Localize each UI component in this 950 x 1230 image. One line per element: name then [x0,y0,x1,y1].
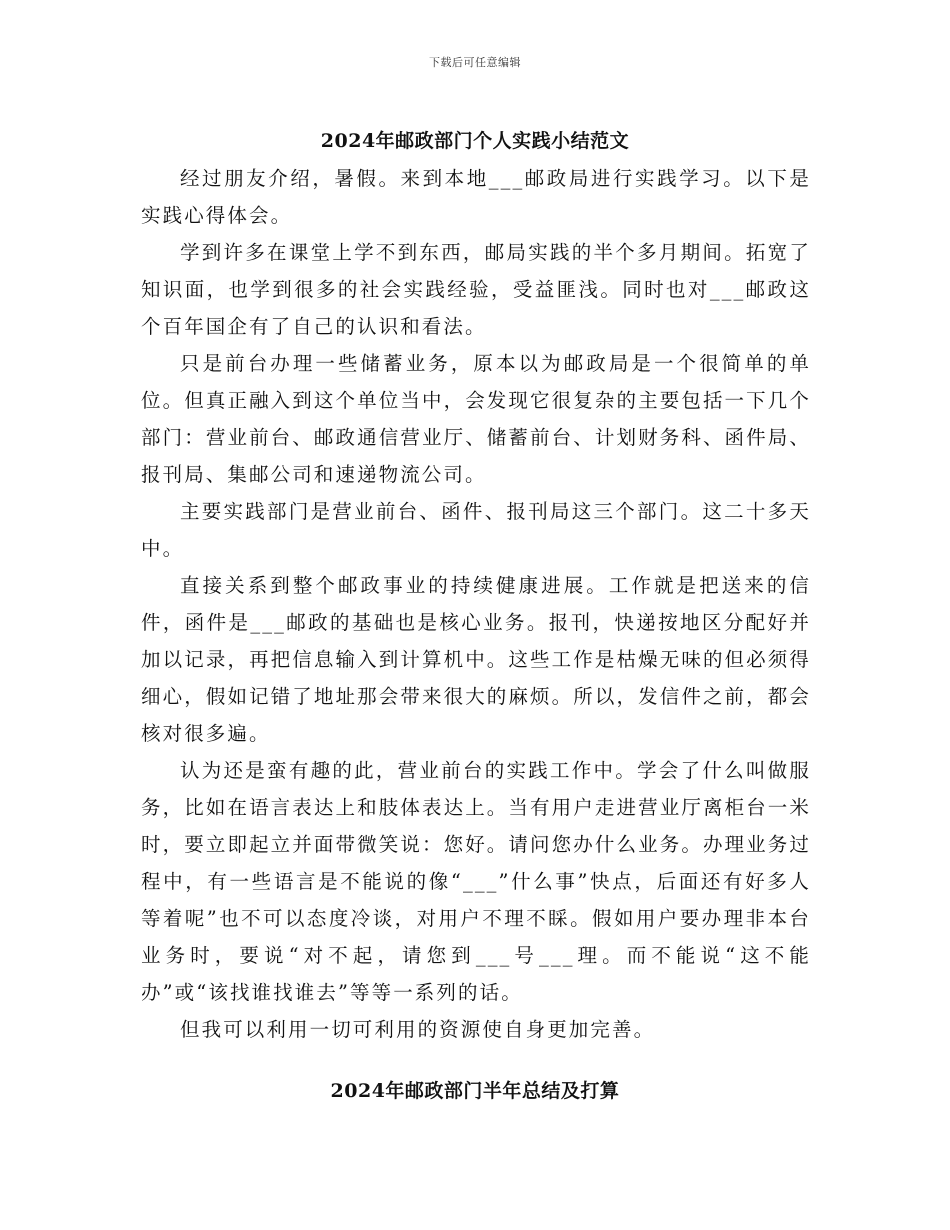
document-title: 2024年邮政部门个人实践小结范文 [320,130,630,152]
document-body [141,160,811,1048]
paragraph: 经过朋友介绍，暑假。来到本地___邮政局进行实践学习。以下是实践心得体会。 [141,167,811,227]
paragraph: 只是前台办理一些储蓄业务，原本以为邮政局是一个很简单的单位。但真正融入到这个单位当中，会发现它很复杂的主要包括一下几个部门：营业前台、邮政通信营业厅、储蓄前台、计划财务科、函件局、报刊局、集邮公司和速递物流公司。 [141,352,811,486]
paragraph: 直接关系到整个邮政事业的持续健康进展。工作就是把送来的信件，函件是___邮政的基础也是核心业务。报刊，快递按地区分配好并加以记录，再把信息输入到计算机中。这些工作是枯燥无味的但必须得细心，假如记错了地址那会带来很大的麻烦。所以，发信件之前，都会核对很多遍。 [141,574,811,745]
paragraph: 认为还是蛮有趣的此，营业前台的实践工作中。学会了什么叫做服务，比如在语言表达上和肢体表达上。当有用户走进营业厅离柜台一米时，要立即起立并面带微笑说：您好。请问您办什么业务。办理业务过程中，有一些语言是不能说的像“___”什么事”快点，后面还有好多人等着呢”也不可以态度冷谈，对用户不理不睬。假如用户要办理非本台业务时，要说“对不起，请您到___号___理。而不能说“这不能办”或“该找谁找谁去”等等一系列的话。 [141,759,811,1004]
paragraph: 学到许多在课堂上学不到东西，邮局实践的半个多月期间。拓宽了知识面，也学到很多的社会实践经验，受益匪浅。同时也对___邮政这个百年国企有了自己的认识和看法。 [141,241,811,338]
second-document-title: 2024年邮政部门半年总结及打算 [330,1080,620,1102]
page-header-note: 下载后可任意编辑 [429,56,521,69]
paragraph: 但我可以利用一切可利用的资源使自身更加完善。 [180,1018,656,1041]
paragraph: 主要实践部门是营业前台、函件、报刊局这三个部门。这二十多天中。 [141,500,811,560]
